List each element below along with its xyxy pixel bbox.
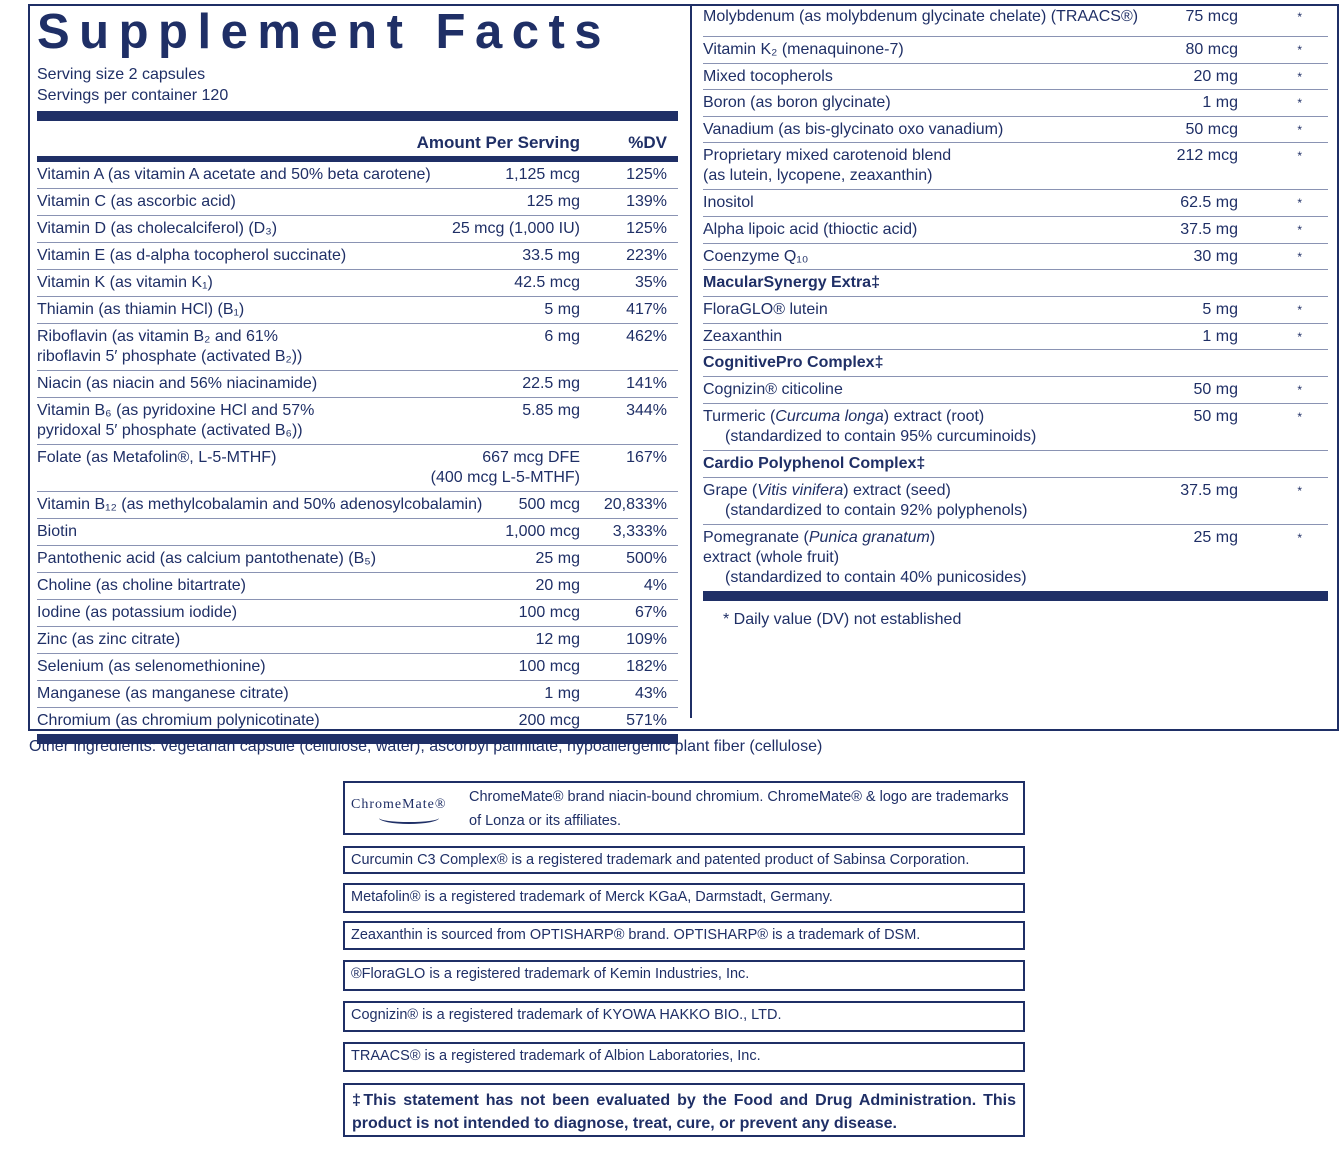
right-bottom-rule (703, 591, 1328, 601)
nutrient-name: Molybdenum (as molybdenum glycinate chelate) (TRAACS®) (703, 8, 1139, 25)
nutrient-name: Vitamin K₂ (menaquinone-7) (703, 41, 904, 58)
nutrient-name: Vitamin B₁₂ (as methylcobalamin and 50% adenosylcobalamin) (37, 496, 483, 513)
chromemate-notice: ChromeMate® brand niacin-bound chromium. ChromeMate® & logo are trademarks of Lonza or its affiliates. (469, 789, 1009, 829)
daily-value-percent: 571% (626, 712, 667, 729)
nutrient-row (703, 4, 1328, 37)
metafolin-notice: Metafolin® is a registered trademark of Merck KGaA, Darmstadt, Germany. (343, 883, 1025, 913)
nutrient-amount: 100 mcg (518, 604, 580, 621)
daily-value-percent: 462% (626, 328, 667, 345)
nutrient-amount: 50 mg (1193, 407, 1238, 425)
nutrient-amount: 37.5 mg (1180, 481, 1238, 499)
daily-value-percent: 43% (634, 685, 667, 702)
other-ingredients: Other ingredients: vegetarian capsule (cellulose, water), ascorbyl palmitate, hypoallergenic plant fiber (cellulose) (29, 738, 823, 755)
nutrient-row (703, 478, 1328, 525)
nutrient-amount: 1,125 mcg (505, 166, 580, 183)
servings-per-container: Servings per container 120 (37, 87, 229, 104)
nutrient-row (37, 681, 678, 708)
daily-value-percent: 182% (626, 658, 667, 675)
curcumin-notice: Curcumin C3 Complex® is a registered trademark and patented product of Sabinsa Corporation. (343, 846, 1025, 874)
nutrient-name: Vitamin C (as ascorbic acid) (37, 193, 236, 210)
nutrient-row (37, 627, 678, 654)
nutrient-row (703, 377, 1328, 404)
daily-value-percent: 109% (626, 631, 667, 648)
nutrient-name: Cognizin® citicoline (703, 381, 843, 399)
nutrient-row (703, 324, 1328, 351)
dv-not-established-mark: * (1297, 329, 1302, 344)
nutrient-row (703, 90, 1328, 117)
nutrient-amount: 100 mcg (518, 658, 580, 675)
nutrient-name: Vitamin E (as d-alpha tocopherol succinate) (37, 247, 347, 264)
daily-value-percent: 20,833% (603, 496, 667, 513)
nutrient-amount: 80 mcg (1185, 41, 1238, 58)
zeaxanthin-notice: Zeaxanthin is sourced from OPTISHARP® brand. OPTISHARP® is a trademark of DSM. (343, 921, 1025, 950)
daily-value-percent: 167% (626, 449, 667, 466)
column-header (37, 121, 678, 151)
group-label: MacularSynergy Extra‡ (703, 274, 880, 292)
panel-title: Supplement Facts (37, 5, 612, 59)
serving-size: Serving size 2 capsules (37, 66, 206, 83)
dv-footnote: * Daily value (DV) not established (723, 610, 962, 628)
dv-not-established-mark: * (1297, 196, 1302, 211)
nutrient-row (37, 216, 678, 243)
nutrient-row (37, 398, 678, 445)
dv-not-established-mark: * (1297, 149, 1302, 164)
right-column (703, 4, 1328, 629)
dv-not-established-mark: * (1297, 249, 1302, 264)
dv-not-established-mark: * (1297, 43, 1302, 57)
nutrient-amount: 75 mcg (1185, 8, 1238, 25)
daily-value-percent: 223% (626, 247, 667, 264)
nutrient-name: Coenzyme Q₁₀ (703, 247, 809, 265)
nutrient-name: Vitamin D (as cholecalciferol) (D₃) (37, 220, 278, 237)
nutrient-name: Vanadium (as bis-glycinato oxo vanadium) (703, 120, 1004, 138)
nutrient-amount: 25 mg (1193, 528, 1238, 546)
nutrient-name: FloraGLO® lutein (703, 301, 828, 319)
nutrient-row (703, 217, 1328, 244)
dv-not-established-mark: * (1297, 409, 1302, 424)
nutrient-amount: 33.5 mg (522, 247, 580, 264)
nutrient-row (703, 37, 1328, 64)
nutrient-name: Folate (as Metafolin®, L-5-MTHF) (37, 449, 277, 466)
amount-header: Amount Per Serving (416, 133, 580, 152)
nutrient-name: Biotin (37, 523, 78, 540)
nutrient-row (37, 600, 678, 627)
nutrient-row (37, 189, 678, 216)
nutrient-name: Vitamin B₆ (as pyridoxine HCl and 57% pyridoxal 5′ phosphate (activated B₆)) (37, 402, 315, 439)
nutrient-name: Iodine (as potassium iodide) (37, 604, 238, 621)
group-heading (703, 451, 1328, 478)
nutrient-name: Choline (as choline bitartrate) (37, 577, 246, 594)
nutrient-name: Thiamin (as thiamin HCl) (B₁) (37, 301, 245, 318)
daily-value-percent: 4% (643, 577, 667, 594)
daily-value-percent: 500% (626, 550, 667, 567)
nutrient-row (37, 708, 678, 734)
daily-value-percent: 139% (626, 193, 667, 210)
nutrient-amount: 500 mcg (518, 496, 580, 513)
nutrient-name: Grape (Vitis vinifera) extract (seed) (standardized to contain 92% polyphenols) (703, 481, 1028, 519)
dv-not-established-mark: * (1297, 96, 1302, 111)
daily-value-percent: 344% (626, 402, 667, 419)
column-divider (690, 4, 692, 718)
traacs-notice: TRAACS® is a registered trademark of Albion Laboratories, Inc. (343, 1042, 1025, 1072)
nutrient-amount: 5 mg (1202, 301, 1238, 319)
dv-not-established-mark: * (1297, 383, 1302, 398)
nutrient-amount: 1 mg (544, 685, 580, 702)
nutrient-name: Pantothenic acid (as calcium pantothenate) (B₅) (37, 550, 377, 567)
floraglo-notice: ®FloraGLO is a registered trademark of Kemin Industries, Inc. (343, 960, 1025, 991)
nutrient-name: Mixed tocopherols (703, 67, 833, 85)
chromemate-logo: ChromeMate® (351, 783, 469, 817)
daily-value-percent: 417% (626, 301, 667, 318)
group-heading (703, 270, 1328, 297)
nutrient-row (703, 297, 1328, 324)
thick-rule (37, 111, 678, 121)
dv-not-established-mark: * (1297, 530, 1302, 545)
nutrient-amount: 25 mcg (1,000 IU) (451, 220, 580, 237)
nutrient-amount: 667 mcg DFE (400 mcg L-5-MTHF) (430, 449, 580, 486)
nutrient-row (703, 64, 1328, 91)
nutrient-row (37, 243, 678, 270)
nutrient-amount: 1 mg (1202, 94, 1238, 112)
nutrient-amount: 12 mg (535, 631, 580, 648)
nutrient-amount: 212 mcg (1176, 147, 1238, 165)
nutrient-row (703, 117, 1328, 144)
daily-value-percent: 35% (634, 274, 667, 291)
nutrient-amount: 25 mg (535, 550, 580, 567)
nutrient-amount: 20 mg (1193, 67, 1238, 85)
nutrient-row (37, 371, 678, 398)
nutrient-name: Selenium (as selenomethionine) (37, 658, 266, 675)
nutrient-name: Inositol (703, 194, 754, 212)
nutrient-amount: 125 mg (526, 193, 580, 210)
nutrient-name: Chromium (as chromium polynicotinate) (37, 712, 320, 729)
nutrient-row (703, 244, 1328, 271)
nutrient-name: Vitamin K (as vitamin K₁) (37, 274, 213, 291)
nutrient-amount: 20 mg (535, 577, 580, 594)
nutrient-name: Turmeric (Curcuma longa) extract (root) (standardized to contain 95% curcuminoids) (703, 407, 1037, 445)
nutrient-row (37, 324, 678, 371)
nutrient-amount: 42.5 mcg (514, 274, 580, 291)
dv-not-established-mark: * (1297, 483, 1302, 498)
nutrient-amount: 5.85 mg (522, 402, 580, 419)
nutrient-row (703, 525, 1328, 591)
daily-value-percent: 125% (626, 166, 667, 183)
nutrient-name: Pomegranate (Punica granatum) extract (whole fruit) (standardized to contain 40% punicosides) (703, 528, 1027, 586)
nutrient-row (37, 270, 678, 297)
nutrient-amount: 1,000 mcg (505, 523, 580, 540)
nutrient-name: Riboflavin (as vitamin B₂ and 61% riboflavin 5′ phosphate (activated B₂)) (37, 328, 303, 365)
daily-value-percent: 141% (626, 375, 667, 392)
dv-not-established-mark: * (1297, 303, 1302, 318)
nutrient-name: Proprietary mixed carotenoid blend (as lutein, lycopene, zeaxanthin) (703, 147, 952, 185)
nutrient-row (703, 404, 1328, 451)
nutrient-amount: 30 mg (1193, 247, 1238, 265)
nutrient-row (37, 162, 678, 189)
left-nutrient-list (37, 162, 678, 734)
group-label: Cardio Polyphenol Complex‡ (703, 454, 926, 472)
left-column (37, 0, 678, 744)
dv-not-established-mark: * (1297, 10, 1302, 24)
nutrient-name: Niacin (as niacin and 56% niacinamide) (37, 375, 318, 392)
nutrient-name: Zeaxanthin (703, 327, 783, 345)
right-nutrient-list (703, 4, 1328, 591)
nutrient-name: Zinc (as zinc citrate) (37, 631, 181, 648)
nutrient-amount: 62.5 mg (1180, 194, 1238, 212)
cognizin-notice: Cognizin® is a registered trademark of KYOWA HAKKO BIO., LTD. (343, 1001, 1025, 1032)
nutrient-amount: 50 mcg (1185, 120, 1238, 138)
nutrient-amount: 22.5 mg (522, 375, 580, 392)
dv-header: %DV (628, 133, 667, 152)
nutrient-name: Alpha lipoic acid (thioctic acid) (703, 220, 918, 238)
nutrient-row (37, 445, 678, 492)
nutrient-row (37, 546, 678, 573)
nutrient-name: Manganese (as manganese citrate) (37, 685, 289, 702)
nutrient-amount: 1 mg (1202, 327, 1238, 345)
group-label: CognitivePro Complex‡ (703, 354, 884, 372)
nutrient-amount: 200 mcg (518, 712, 580, 729)
daily-value-percent: 3,333% (612, 523, 667, 540)
nutrient-name: Boron (as boron glycinate) (703, 94, 891, 112)
nutrient-name: Vitamin A (as vitamin A acetate and 50% beta carotene) (37, 166, 431, 183)
nutrient-row (37, 573, 678, 600)
nutrient-amount: 37.5 mg (1180, 220, 1238, 238)
nutrient-row (703, 190, 1328, 217)
chromemate-box (343, 781, 1025, 835)
daily-value-percent: 125% (626, 220, 667, 237)
nutrient-row (703, 143, 1328, 190)
nutrient-amount: 6 mg (544, 328, 580, 345)
nutrient-row (37, 492, 678, 519)
nutrient-row (37, 519, 678, 546)
dv-not-established-mark: * (1297, 122, 1302, 137)
nutrient-amount: 50 mg (1193, 381, 1238, 399)
dv-not-established-mark: * (1297, 69, 1302, 84)
group-heading (703, 350, 1328, 377)
fda-disclaimer: ‡This statement has not been evaluated by the Food and Drug Administration. This product is not intended to diagnose, treat, cure, or prevent any disease. (343, 1083, 1025, 1137)
nutrient-row (37, 297, 678, 324)
daily-value-percent: 67% (634, 604, 667, 621)
nutrient-row (37, 654, 678, 681)
nutrient-amount: 5 mg (544, 301, 580, 318)
dv-not-established-mark: * (1297, 222, 1302, 237)
